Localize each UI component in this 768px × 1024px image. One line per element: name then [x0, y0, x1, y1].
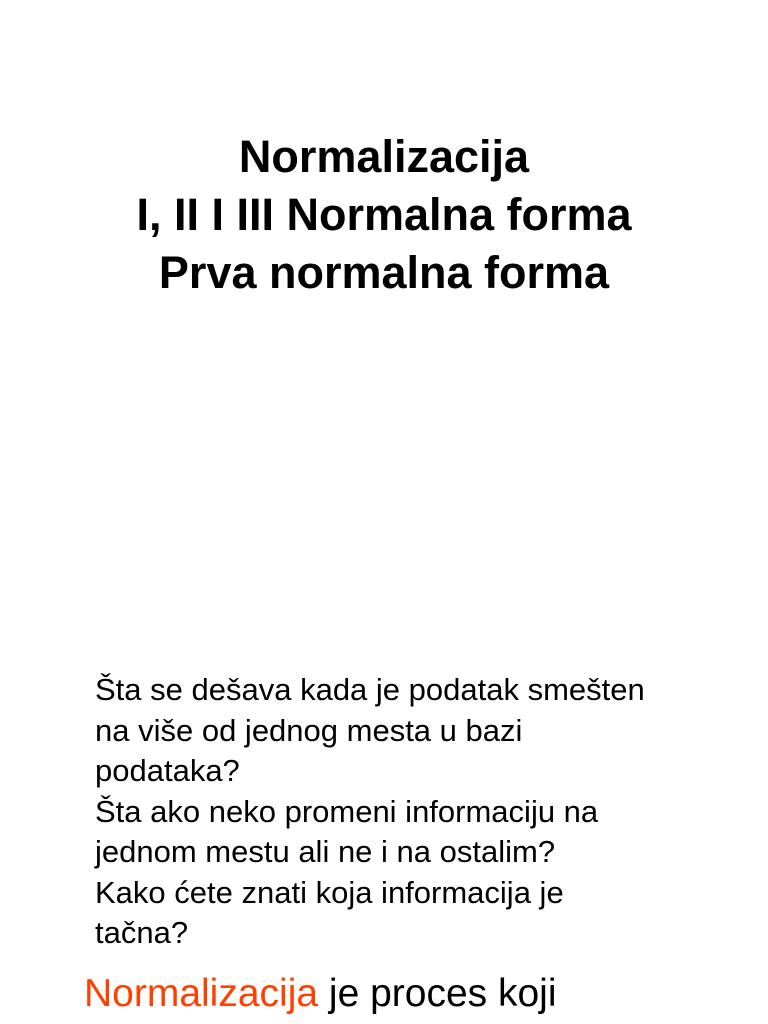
title-line-1: Normalizacija	[238, 131, 530, 182]
question-line-1: Šta se dešava kada je podatak smešten	[95, 672, 645, 707]
question-line-2: na više od jednog mesta u bazi	[95, 712, 523, 748]
title-line-3: Prva normalna forma	[158, 247, 610, 298]
definition-text	[84, 968, 764, 1020]
slide-title	[0, 128, 768, 302]
definition-rest: je proces koji	[318, 972, 557, 1015]
definition-highlight: Normalizacija	[84, 972, 319, 1015]
title-line-2: I, II I III Normalna forma	[136, 189, 632, 240]
question-line-6: Kako ćete znati koja informacija je	[95, 874, 564, 910]
question-paragraph	[95, 670, 735, 954]
question-line-7: tačna?	[95, 915, 189, 950]
question-line-5: jednom mestu ali ne i na ostalim?	[95, 834, 556, 869]
question-line-3: podataka?	[95, 753, 240, 788]
question-line-4: Šta ako neko promeni informaciju na	[95, 793, 599, 829]
